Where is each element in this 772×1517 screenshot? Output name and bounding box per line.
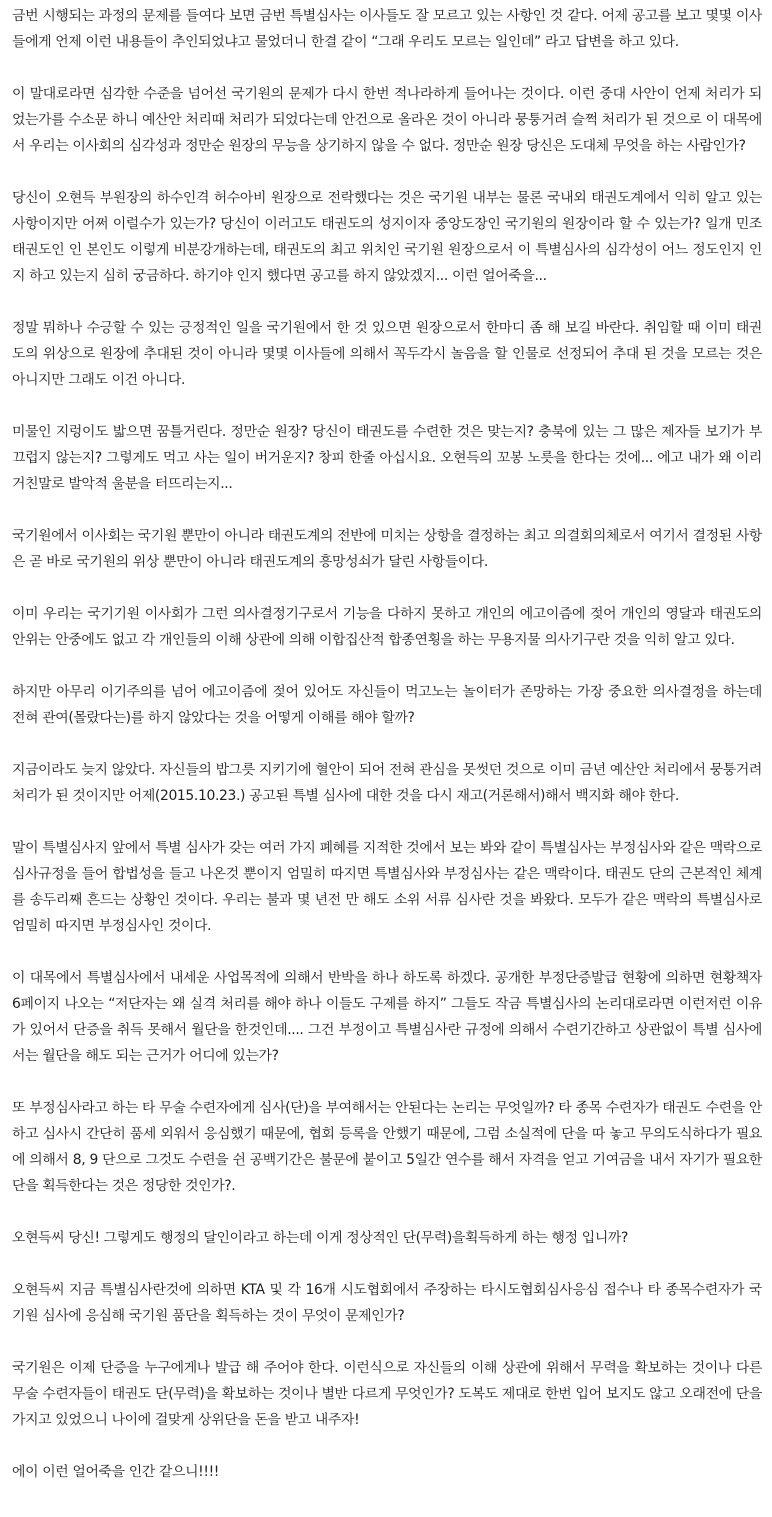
paragraph-16: 에이 이런 얼어죽을 인간 같으니!!!! — [12, 1464, 220, 1480]
paragraph-4: 정말 뭐하나 수긍할 수 있는 긍정적인 일을 국기원에서 한 것 있으면 원장으로서 한마디 좀 해 보길 바란다. 취임할 때 이미 태권도의 위상으로 원장에 추대된 것이 아니라 몇몇 이사들에 의해서 꼭두각시 놀음을 할 인물로 선정되어 추대 된 것을 모르는 것은 아니지만 그래도 이건 아니다. — [12, 320, 762, 388]
paragraph-7: 이미 우리는 국기기원 이사회가 그런 의사결정기구로서 기능을 다하지 못하고 개인의 에고이즘에 젖어 개인의 영달과 태권도의 안위는 안중에도 없고 각 개인들의 이해 상관에 의해 이합집산적 합종연횡을 하는 무용지물 의사기구란 것을 익히 알고 있다. — [12, 606, 762, 648]
paragraph-5: 미물인 지렁이도 밟으면 꿈틀거린다. 정만순 원장? 당신이 태권도를 수련한 것은 맞는지? 충북에 있는 그 많은 제자들 보기가 부끄럽지 않는지? 그렇게도 먹고 사는 일이 버거운지? 창피 한줄 아십시요. 오현득의 꼬봉 노릇을 한다는 것에... 에고 내가 왜 이리 거친말로 발악적 울분을 터뜨리는지... — [12, 424, 762, 492]
paragraph-1: 금번 시행되는 과정의 문제를 들여다 보면 금번 특별심사는 이사들도 잘 모르고 있는 사항인 것 같다. 어제 공고를 보고 몇몇 이사들에게 언제 이런 내용들이 추인되었냐고 물었더니 한결 같이 “그래 우리도 모르는 일인데” 라고 답변을 하고 있다. — [12, 8, 762, 50]
paragraph-2: 이 말대로라면 심각한 수준을 넘어선 국기원의 문제가 다시 한번 적나라하게 들어나는 것이다. 이런 중대 사안이 언제 처리가 되었는가를 수소문 하니 예산안 처리때 처리가 되었다는데 안건으로 올라온 것이 아니라 뭉퉁거려 슬쩍 처리가 된 것으로 이 대목에서 우리는 이사회의 심각성과 정만순 원장의 무능을 상기하지 않을 수 없다. 정만순 원장 당신은 도대체 무엇을 하는 사람인가? — [12, 86, 762, 154]
paragraph-10: 말이 특별심사지 앞에서 특별 심사가 갖는 여러 가지 폐혜를 지적한 것에서 보는 봐와 같이 특별심사는 부정심사와 같은 맥락으로 심사규정을 들어 합법성을 들고 나온것 뿐이지 엄밀히 따지면 특별심사와 부정심사는 같은 맥락이다. 태권도 단의 근본적인 체계를 송두리째 흔드는 상황인 것이다. 우리는 불과 몇 년전 만 해도 소위 서류 심사란 것을 봐왔다. 모두가 같은 맥락의 특별심사로 엄밀히 따지면 부정심사인 것이다. — [12, 840, 762, 934]
paragraph-8: 하지만 아무리 이기주의를 넘어 에고이즘에 젖어 있어도 자신들이 먹고노는 놀이터가 존망하는 가장 중요한 의사결정을 하는데 전혀 관여(몰랐다는)를 하지 않았다는 것을 어떻게 이해를 해야 할까? — [12, 684, 762, 726]
paragraph-12: 또 부정심사라고 하는 타 무술 수련자에게 심사(단)을 부여해서는 안된다는 논리는 무엇일까? 타 종목 수련자가 태권도 수련을 안하고 심사시 간단히 품세 외워서 응심했기 때문에, 협회 등록을 안했기 때문에, 그럼 소실적에 단을 따 놓고 무의도식하다가 필요에 의해서 8, 9 단으로 그것도 수련을 쉰 공백기간은 불문에 붙이고 5일간 연수를 해서 자격을 얻고 기여금을 내서 자기가 필요한 단을 획득한다는 것은 정당한 것인가?. — [12, 1100, 762, 1194]
paragraph-11: 이 대목에서 특별심사에서 내세운 사업목적에 의해서 반박을 하나 하도록 하겠다. 공개한 부정단증발급 현황에 의하면 현황책자 6페이지 나오는 “저단자는 왜 실격 처리를 해야 하나 이들도 구제를 하지” 그들도 작금 특별심사의 논리대로라면 이런저런 이유가 있어서 단증을 취득 못해서 월단을 한것인데.... 그건 부정이고 특별심사란 규정에 의해서 수련기간하고 상관없이 특별 심사에서는 월단을 해도 되는 근거가 어디에 있는가? — [12, 970, 762, 1064]
paragraph-9: 지금이라도 늦지 않았다. 자신들의 밥그릇 지키기에 혈안이 되어 전혀 관심을 못썻던 것으로 이미 금년 예산안 처리에서 뭉퉁거려 처리가 된 것이지만 어제(2015.10.23.) 공고된 특별 심사에 대한 것을 다시 재고(거론해서)해서 백지화 해야 한다. — [12, 762, 762, 804]
paragraph-13: 오현득씨 당신! 그렇게도 행정의 달인이라고 하는데 이게 정상적인 단(무력)을획득하게 하는 행정 입니까? — [12, 1230, 628, 1246]
paragraph-3: 당신이 오현득 부원장의 하수인격 허수아비 원장으로 전락했다는 것은 국기원 내부는 물론 국내외 태권도계에서 익히 알고 있는 사항이지만 어쩌 이럴수가 있는가? 당신이 이러고도 태권도의 성지이자 중앙도장인 국기원의 원장이라 할 수 있는가? 일개 민조 태권도인 인 본인도 이렇게 비분강개하는데, 태권도의 최고 위치인 국기원 원장으로서 이 특별심사의 심각성이 어느 정도인지 인지 하고 있는지 심히 궁금하다. 하기야 인지 했다면 공고를 하지 않았겠지... 이런 얼어죽을... — [12, 190, 762, 284]
paragraph-14: 오현득씨 지금 특별심사란것에 의하면 KTA 및 각 16개 시도협회에서 주장하는 타시도협회심사응심 접수나 타 종목수련자가 국기원 심사에 응심해 국기원 품단을 획득하는 것이 무엇이 문제인가? — [12, 1282, 762, 1324]
paragraph-6: 국기원에서 이사회는 국기원 뿐만이 아니라 태권도계의 전반에 미치는 상항을 결정하는 최고 의결회의체로서 여기서 결정된 사항은 곧 바로 국기원의 위상 뿐만이 아니라 태권도계의 흥망성쇠가 달린 사항들이다. — [12, 528, 762, 570]
paragraph-15: 국기원은 이제 단증을 누구에게나 발급 해 주어야 한다. 이런식으로 자신들의 이해 상관에 위해서 무력을 확보하는 것이나 다른 무술 수련자들이 태권도 단(무력)을 확보하는 것이나 별반 다르게 무엇인가? 도복도 제대로 한번 입어 보지도 않고 오래전에 단을 가지고 있었으니 나이에 걸맞게 상위단을 돈을 받고 내주자! — [12, 1360, 762, 1428]
